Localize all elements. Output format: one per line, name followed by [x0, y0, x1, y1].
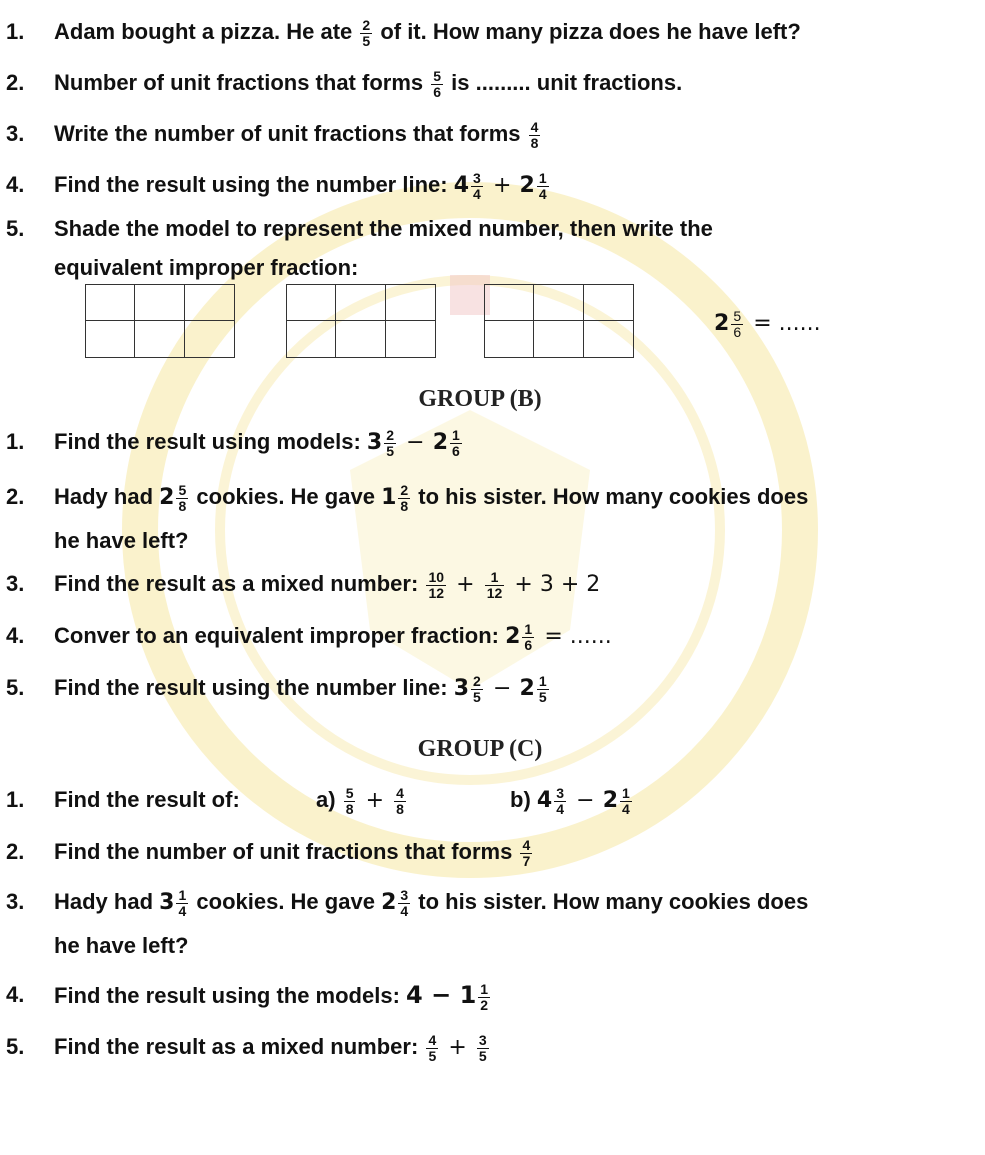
- fraction: $\frac{5}{6}$: [433, 67, 442, 100]
- group-b-heading: GROUP (B): [418, 386, 542, 412]
- fraction: $\frac{1}{4}$: [178, 886, 187, 919]
- fraction: $\frac{1}{12}$: [486, 568, 503, 601]
- fraction: $\frac{2}{5}$: [386, 426, 395, 459]
- question-a5-line2: equivalent improper fraction:: [54, 255, 359, 280]
- fraction: $\frac{5}{8}$: [345, 784, 354, 817]
- fraction: $\frac{4}{5}$: [428, 1031, 437, 1064]
- fraction: $\frac{5}{8}$: [178, 481, 187, 514]
- worksheet-page: 1. Adam bought a pizza. He ate $\frac{2}{5}$ of it. How many pizza does he have left? 2. Number of unit fractions that forms $\frac{5}{6}$ is ......... unit fractions. 3. Write the number of unit fractions that forms $\frac{4}{8}$ 4. Find the result using the number line: 4 $\frac{3}{4}$ + 2 $\frac{1}{4}$ 5. Shade the model to represent the mixed number, then write the equivalent improper fraction: 2 $\frac{5}{6}$ = ...... GROUP (B) 1. Find the result using models: 3 $\frac{2}{5}$ − 2 $\frac{1}{6}$ 2. Hady had 2 $\frac{5}{8}$ cookies. He gave 1 $\frac{2}{8}$ to his sister. How many cookies does he have left? 3. Find the result as a mixed number: $\frac{10}{12}$ + $\frac{1}{12}$ + 3 + 2 4. Conver to an equivalent improper fraction: 2 $\frac{1}{6}$ = ...... 5. Find the result using the number line: 3 $\frac{2}{5}$ − 2 $\frac{1}{5}$ GROUP (C) 1. Find the result of: a) $\frac{5}{8}$ + $\frac{4}{8}$ b) 4 $\frac{3}{4}$ − 2 $\frac{1}{4}$ 2. Find the number of unit fractions that forms $\frac{4}{7}$ 3. Hady had 3 $\frac{1}{4}$ cookies. He gave 2 $\frac{3}{4}$ to his sister. How many cookies does he have left? 4. Find the result using the models: 4 − 1 $\frac{1}{2}$ 5. Find the result as a mixed number: $\frac{4}{5}$ + $\frac{3}{5}$: [0, 0, 985, 1155]
- question-number: 1.: [6, 19, 25, 44]
- fraction-model-1[interactable]: [85, 284, 235, 358]
- fraction: $\frac{2}{5}$: [362, 16, 371, 49]
- fraction: $\frac{3}{5}$: [478, 1031, 487, 1064]
- group-c-heading: GROUP (C): [417, 736, 543, 762]
- fraction: $\frac{3}{4}$: [400, 886, 409, 919]
- fraction: $\frac{2}{8}$: [400, 481, 409, 514]
- fraction: $\frac{3}{4}$: [473, 169, 481, 202]
- fraction: $\frac{10}{12}$: [428, 568, 445, 601]
- fraction-model-2[interactable]: [286, 284, 436, 358]
- fraction: $\frac{1}{2}$: [480, 980, 489, 1013]
- fraction: $\frac{1}{6}$: [452, 426, 460, 459]
- question-c3-line2: he have left?: [54, 933, 189, 958]
- fraction: $\frac{1}{6}$: [524, 620, 533, 653]
- fraction: $\frac{4}{8}$: [530, 118, 539, 151]
- fraction: $\frac{4}{7}$: [522, 836, 531, 869]
- fraction: $\frac{1}{4}$: [538, 169, 547, 202]
- fraction-model-3[interactable]: [484, 284, 634, 358]
- question-b2-line2: he have left?: [54, 528, 189, 553]
- fraction: $\frac{1}{4}$: [622, 784, 630, 817]
- fraction: $\frac{2}{5}$: [473, 672, 481, 705]
- fraction: $\frac{4}{8}$: [396, 784, 404, 817]
- model-answer: 2 $\frac{5}{6}$ = ......: [714, 307, 821, 340]
- fraction: $\frac{5}{6}$: [733, 307, 742, 340]
- fraction: $\frac{1}{5}$: [538, 672, 547, 705]
- fraction: $\frac{3}{4}$: [556, 784, 564, 817]
